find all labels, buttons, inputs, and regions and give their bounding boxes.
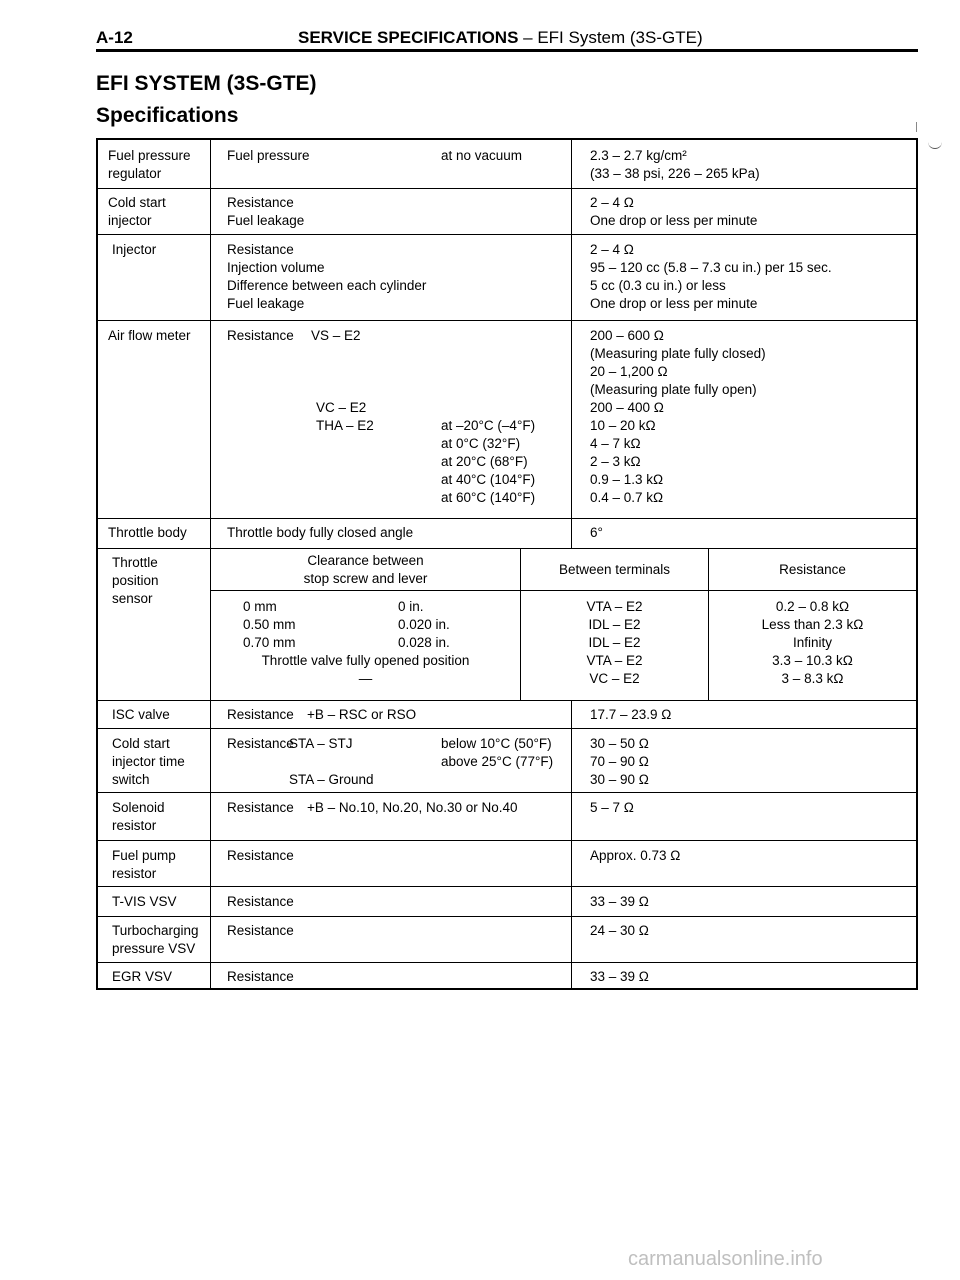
watermark: carmanualsonline.info <box>628 1248 823 1270</box>
item-label: Resistance Injection volume Difference between each cylinder Fuel leakage <box>227 242 427 311</box>
margin-mark <box>916 122 917 132</box>
section-title: Specifications <box>96 104 239 127</box>
spec-value: Approx. 0.73 Ω <box>590 848 681 863</box>
page-header <box>96 28 916 50</box>
item-label: Resistance <box>227 894 294 909</box>
row-divider <box>98 700 916 701</box>
spec-value: 33 – 39 Ω <box>590 894 649 909</box>
margin-mark <box>928 140 942 149</box>
component-name: Throttle position sensor <box>112 555 159 606</box>
row-divider <box>98 548 916 549</box>
page-title: EFI SYSTEM (3S-GTE) <box>96 72 317 95</box>
terminal-label: VS – E2 <box>311 328 361 343</box>
header-title-rest: – EFI System (3S-GTE) <box>518 28 703 47</box>
spec-value: 200 – 600 Ω (Measuring plate fully closed) 20 – 1,200 Ω (Measuring plate fully open) 200 – 400 Ω 10 – 20 kΩ 4 – 7 kΩ 2 – 3 kΩ 0.9 – 1.3 kΩ 0.4 – 0.7 kΩ <box>590 328 766 505</box>
header-rule <box>96 49 918 52</box>
item-label: Resistance <box>227 707 294 722</box>
row-divider <box>98 962 916 963</box>
component-name: Fuel pressure regulator <box>108 148 191 181</box>
item-label: Throttle body fully closed angle <box>227 525 414 540</box>
spec-value: 17.7 – 23.9 Ω <box>590 707 672 722</box>
item-label: Resistance <box>227 848 294 863</box>
row-divider <box>98 728 916 729</box>
spec-value: 2 – 4 Ω 95 – 120 cc (5.8 – 7.3 cu in.) per 15 sec. 5 cc (0.3 cu in.) or less One drop or less per minute <box>590 242 832 311</box>
row-divider <box>98 518 916 519</box>
page-number: A-12 <box>96 28 133 47</box>
terminal-label: STA – STJ <box>289 736 353 751</box>
terminal-label: +B – RSC or RSO <box>307 707 417 722</box>
column-header: Between terminals <box>558 562 671 577</box>
condition-label: at –20°C (–4°F) at 0°C (32°F) at 20°C (68°F) at 40°C (104°F) at 60°C (140°F) <box>441 418 536 505</box>
spec-value: 33 – 39 Ω <box>590 969 649 984</box>
component-name: EGR VSV <box>112 969 173 984</box>
spec-value: 6° <box>590 525 603 540</box>
tps-clearance-in: 0 in. 0.020 in. 0.028 in. <box>398 599 450 650</box>
item-label: Fuel pressure <box>227 148 310 163</box>
component-name: Injector <box>112 242 157 257</box>
component-name: Solenoid resistor <box>112 800 165 833</box>
item-label: Resistance <box>227 736 294 751</box>
item-label: Resistance Fuel leakage <box>227 195 305 228</box>
component-name: Cold start injector <box>108 195 166 228</box>
spec-value: 24 – 30 Ω <box>590 923 649 938</box>
terminal-label: THA – E2 <box>316 418 374 433</box>
tps-resistance: 0.2 – 0.8 kΩ Less than 2.3 kΩ Infinity 3.3 – 10.3 kΩ 3 – 8.3 kΩ <box>761 599 864 686</box>
column-header: Resistance <box>779 562 846 577</box>
row-divider <box>210 590 916 591</box>
component-name: Fuel pump resistor <box>112 848 176 881</box>
row-divider <box>98 916 916 917</box>
spec-value: 30 – 50 Ω 70 – 90 Ω 30 – 90 Ω <box>590 736 649 787</box>
item-label: Resistance <box>227 328 294 343</box>
spec-value: 2.3 – 2.7 kg/cm² (33 – 38 psi, 226 – 265 kPa) <box>590 148 760 181</box>
col-divider <box>571 140 572 548</box>
col-divider <box>571 700 572 990</box>
terminal-label: +B – No.10, No.20, No.30 or No.40 <box>307 800 518 815</box>
row-divider <box>98 188 916 189</box>
tps-clearance-mm: 0 mm 0.50 mm 0.70 mm <box>243 599 296 650</box>
row-divider <box>98 840 916 841</box>
row-divider <box>98 886 916 887</box>
row-divider <box>98 792 916 793</box>
header-title <box>298 28 703 48</box>
component-name: ISC valve <box>112 707 170 722</box>
header-title-bold: SERVICE SPECIFICATIONS <box>298 28 519 47</box>
component-name: Throttle body <box>108 525 187 540</box>
item-label: Resistance <box>227 969 294 984</box>
condition-label: below 10°C (50°F) above 25°C (77°F) <box>441 736 554 769</box>
spec-table <box>96 138 918 990</box>
component-name: Turbocharging pressure VSV <box>112 923 199 956</box>
item-label: Resistance <box>227 800 294 815</box>
terminal-label: STA – Ground <box>289 772 374 787</box>
column-header: Clearance between stop screw and lever <box>303 553 428 586</box>
component-name: T-VIS VSV <box>112 894 177 909</box>
tps-clearance-full: Throttle valve fully opened position — <box>261 653 470 686</box>
row-divider <box>98 234 916 235</box>
terminal-label: VC – E2 <box>316 400 367 415</box>
spec-value: 2 – 4 Ω One drop or less per minute <box>590 195 758 228</box>
condition-label: at no vacuum <box>441 148 523 163</box>
component-name: Air flow meter <box>108 328 191 343</box>
tps-terminals: VTA – E2 IDL – E2 IDL – E2 VTA – E2 VC – E2 <box>586 599 643 686</box>
spec-value: 5 – 7 Ω <box>590 800 634 815</box>
item-label: Resistance <box>227 923 294 938</box>
row-divider <box>98 320 916 321</box>
component-name: Cold start injector time switch <box>112 736 185 787</box>
